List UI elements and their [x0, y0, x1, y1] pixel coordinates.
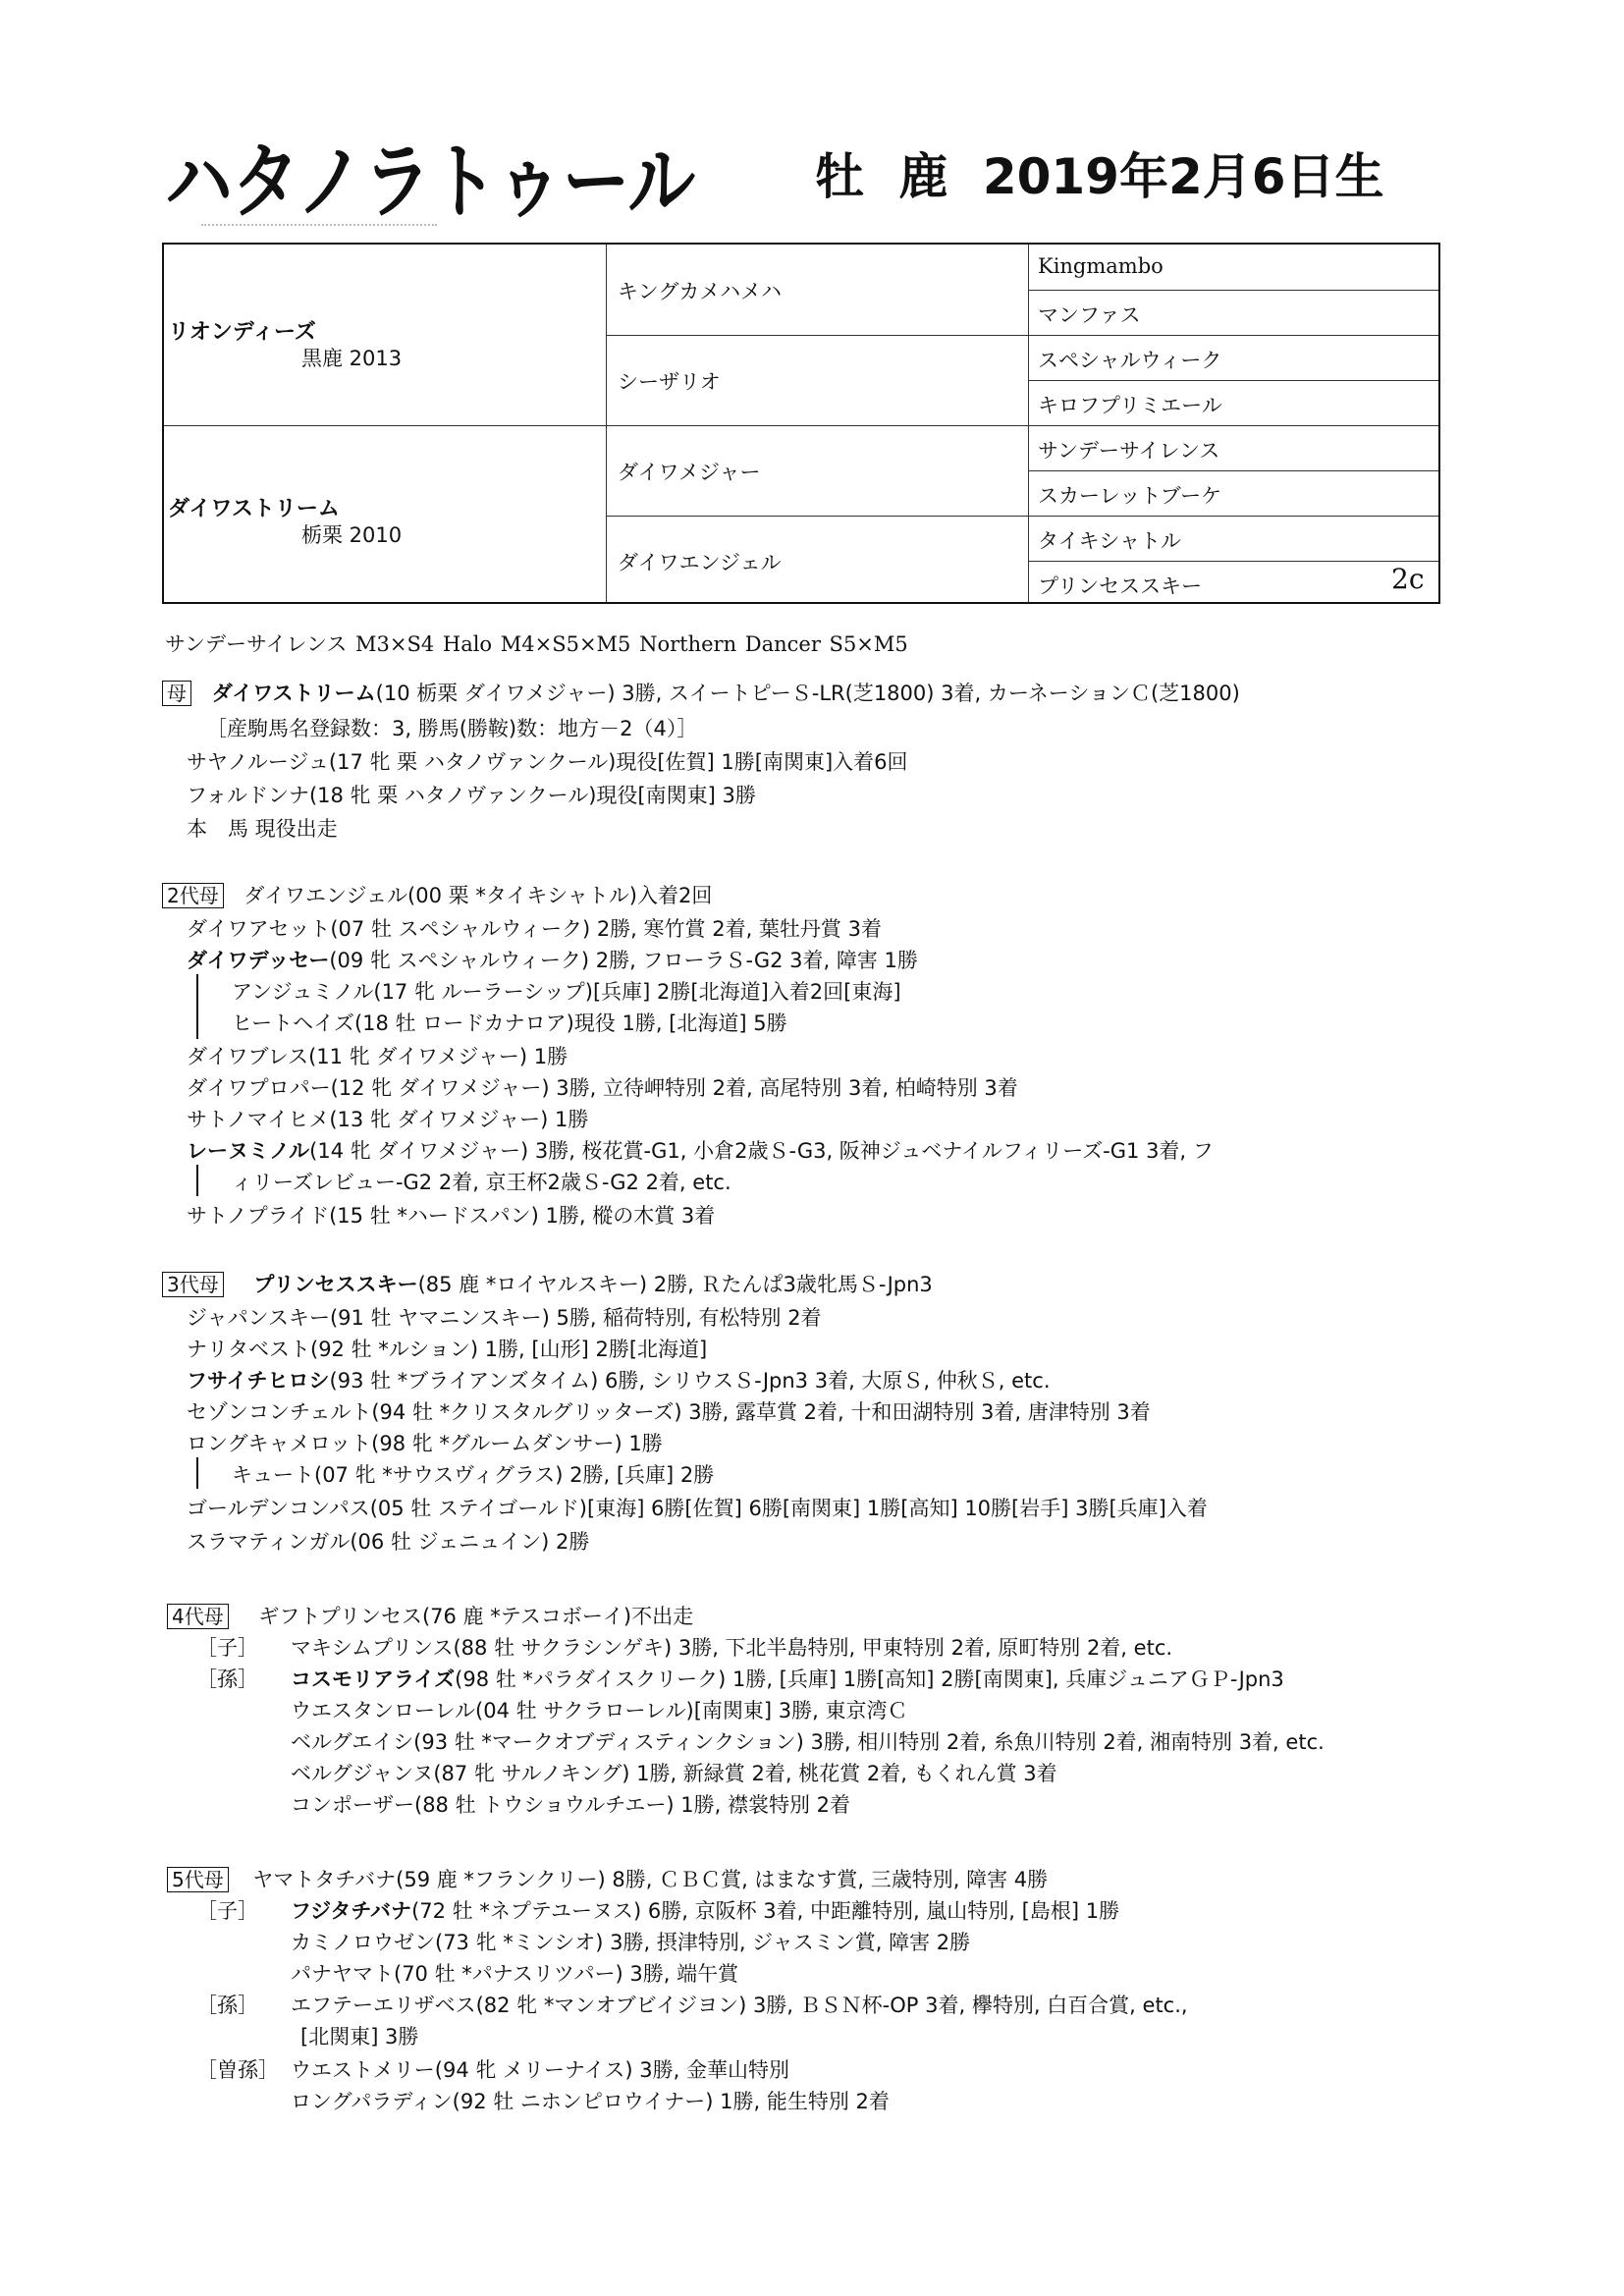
list-item: ダイワアセット(07 牡 スペシャルウィーク) 2勝, 寒竹賞 2着, 葉牡丹賞 3着 — [187, 917, 882, 941]
list-item: 本 馬 現役出走 — [187, 817, 338, 841]
list-item: マキシムプリンス(88 牡 サクラシンゲキ) 3勝, 下北半島特別, 甲東特別 2着, 原町特別 2着, etc. — [291, 1636, 1173, 1660]
list-item: ィリーズレビュー-G2 2着, 京王杯2歳Ｓ-G2 2着, etc. — [232, 1171, 731, 1194]
gen3-section-head: 3代母 プリンセススキー(85 鹿 *ロイヤルスキー) 2勝, Ｒたんぱ3歳牝馬Ｓ-Jpn3 — [162, 1269, 933, 1298]
gen3-ancestor: Kingmambo — [1038, 254, 1164, 278]
dam-name: ダイワストリーム — [168, 497, 340, 521]
list-item: ダイワブレス(11 牝 ダイワメジャー) 1勝 — [187, 1045, 568, 1068]
pedigree-table — [162, 243, 1440, 604]
list-item: ベルグジャンヌ(87 牝 サルノキング) 1勝, 新緑賞 2着, 桃花賞 2着, もくれん賞 3着 — [291, 1762, 1057, 1785]
gen3-ancestor: サンデーサイレンス — [1038, 439, 1220, 463]
list-item: サトノプライド(15 牡 *ハードスパン) 1勝, 樅の木賞 3着 — [187, 1204, 716, 1228]
divider — [196, 974, 198, 1039]
list-item: ロングキャメロット(98 牝 *グルームダンサー) 1勝 — [187, 1432, 663, 1455]
list-item: ヒートヘイズ(18 牡 ロードカナロア)現役 1勝, [北海道] 5勝 — [232, 1011, 787, 1035]
divider — [196, 1165, 198, 1196]
divider — [1028, 470, 1438, 471]
divider — [1028, 290, 1438, 291]
gen3-ancestor: スペシャルウィーク — [1038, 349, 1222, 372]
divider — [606, 335, 1438, 336]
list-item: カミノロウゼン(73 牝 *ミンシオ) 3勝, 摂津特別, ジャスミン賞, 障害 2勝 — [291, 1931, 971, 1954]
gen3-ancestor: マンファス — [1038, 303, 1141, 327]
child-tag: ［子］ — [196, 1899, 258, 1923]
divider — [201, 224, 437, 226]
list-item: スラマティンガル(06 牡 ジェニュイン) 2勝 — [187, 1530, 590, 1554]
list-item: アンジュミノル(17 牝 ルーラーシップ)[兵庫] 2勝[北海道]入着2回[東海] — [232, 980, 901, 1004]
gen2-ancestor: シーザリオ — [618, 370, 721, 394]
section-label: 2代母 — [162, 883, 224, 908]
divider — [606, 516, 1438, 517]
list-item: サヤノルージュ(17 牝 栗 ハタノヴァンクール)現役[佐賀] 1勝[南関東]入着6回 — [187, 750, 908, 774]
gen3-ancestor: タイキシャトル — [1038, 529, 1181, 553]
dam-info: 栃栗 2010 — [301, 523, 403, 547]
section-label: 5代母 — [167, 1867, 229, 1892]
grandchild-tag: ［孫］ — [196, 1994, 258, 2017]
list-item: ロングパラディン(92 牡 ニホンピロウイナー) 1勝, 能生特別 2着 — [291, 2090, 890, 2113]
list-item: コンポーザー(88 牡 トウショウルチエー) 1勝, 襟裳特別 2着 — [291, 1793, 850, 1817]
list-item: エフテーエリザベス(82 牝 *マンオブビイジヨン) 3勝, ＢＳＮ杯-OP 3着, 欅特別, 白百合賞, etc., — [291, 1994, 1188, 2017]
gen3-ancestor: スカーレットブーケ — [1038, 484, 1222, 508]
sex-color-birth: 牡 鹿 2019年2月6日生 — [815, 148, 1384, 205]
gen4-section-head: 4代母 ギフトプリンセス(76 鹿 *テスコボーイ)不出走 — [167, 1601, 693, 1630]
inbreeding-line: サンデーサイレンス M3×S4 Halo M4×S5×M5 Northern Dancer S5×M5 — [165, 632, 908, 656]
list-item: フサイチヒロシ(93 牡 *ブライアンズタイム) 6勝, シリウスＳ-Jpn3 3着, 大原Ｓ, 仲秋Ｓ, etc. — [187, 1369, 1051, 1393]
list-item: キュート(07 牝 *サウスヴィグラス) 2勝, [兵庫] 2勝 — [232, 1463, 715, 1487]
great-grandchild-tag: ［曽孫］ — [196, 2058, 279, 2082]
gen2-ancestor: ダイワメジャー — [618, 461, 761, 484]
list-item: フジタチバナ(72 牡 *ネプテユーヌス) 6勝, 京阪杯 3着, 中距離特別, 嵐山特別, [島根] 1勝 — [291, 1899, 1120, 1923]
list-item: ベルグエイシ(93 牡 *マークオブディスティンクション) 3勝, 相川特別 2着, 糸魚川特別 2着, 湘南特別 3着, etc. — [291, 1730, 1325, 1754]
gen3-ancestor: プリンセススキー — [1038, 574, 1203, 598]
list-item: ウエストメリー(94 牝 メリーナイス) 3勝, 金華山特別 — [291, 2058, 789, 2082]
grandchild-tag: ［孫］ — [196, 1667, 258, 1691]
gen2-ancestor: キングカメハメハ — [618, 280, 782, 303]
section-label: 母 — [162, 681, 191, 706]
section-label: 4代母 — [167, 1604, 229, 1629]
list-item: レーヌミノル(14 牝 ダイワメジャー) 3勝, 桜花賞-G1, 小倉2歳Ｓ-G3, 阪神ジュベナイルフィリーズ-G1 3着, フ — [187, 1139, 1214, 1163]
sire-name: リオンディーズ — [168, 320, 316, 345]
list-item: ジャパンスキー(91 牡 ヤマニンスキー) 5勝, 稲荷特別, 有松特別 2着 — [187, 1306, 822, 1330]
gen2-ancestor: ダイワエンジェル — [618, 551, 782, 574]
list-item: サトノマイヒメ(13 牝 ダイワメジャー) 1勝 — [187, 1108, 589, 1131]
child-tag: ［子］ — [196, 1636, 258, 1660]
divider — [196, 1457, 198, 1489]
list-item: パナヤマト(70 牡 *パナスリツパー) 3勝, 端午賞 — [291, 1962, 739, 1986]
divider — [1028, 380, 1438, 381]
list-item: ナリタベスト(92 牡 *ルション) 1勝, [山形] 2勝[北海道] — [187, 1338, 708, 1361]
divider — [606, 245, 607, 602]
divider — [164, 425, 1438, 426]
sire-info: 黒鹿 2013 — [301, 347, 403, 370]
section-label: 3代母 — [162, 1272, 224, 1297]
list-item: [北関東] 3勝 — [300, 2025, 419, 2049]
list-item: ダイワプロパー(12 牝 ダイワメジャー) 3勝, 立待岬特別 2着, 高尾特別 3着, 柏崎特別 3着 — [187, 1076, 1018, 1100]
list-item: フォルドンナ(18 牝 栗 ハタノヴァンクール)現役[南関東] 3勝 — [187, 784, 756, 807]
list-item: ダイワデッセー(09 牝 スペシャルウィーク) 2勝, フローラＳ-G2 3着, 障害 1勝 — [187, 949, 918, 972]
list-item: コスモリアライズ(98 牡 *パラダイスクリーク) 1勝, [兵庫] 1勝[高知] 2勝[南関東], 兵庫ジュニアＧＰ-Jpn3 — [291, 1667, 1284, 1691]
gen3-ancestor: キロフプリミエール — [1038, 394, 1222, 417]
divider — [1028, 245, 1029, 602]
family-number: 2c — [1391, 563, 1425, 595]
list-item: ゴールデンコンパス(05 牡 ステイゴールド)[東海] 6勝[佐賀] 6勝[南関東] 1勝[高知] 10勝[岩手] 3勝[兵庫]入着 — [187, 1497, 1208, 1520]
list-item: セゾンコンチェルト(94 牡 *クリスタルグリッターズ) 3勝, 露草賞 2着, 十和田湖特別 3着, 唐津特別 3着 — [187, 1400, 1151, 1424]
list-item: ［産駒馬名登録数：3, 勝馬(勝鞍)数：地方－2（4）］ — [206, 717, 698, 740]
gen2-section-head: 2代母 ダイワエンジェル(00 栗 *タイキシャトル)入着2回 — [162, 880, 712, 909]
gen5-section-head: 5代母 ヤマトタチバナ(59 鹿 *フランクリー) 8勝, ＣＢＣ賞, はまなす賞, 三歳特別, 障害 4勝 — [167, 1864, 1048, 1893]
list-item: ウエスタンローレル(04 牡 サクラローレル)[南関東] 3勝, 東京湾Ｃ — [291, 1699, 908, 1722]
dam-section-head: 母 ダイワストリーム(10 栃栗 ダイワメジャー) 3勝, スイートピーＳ-LR(芝1800) 3着, カーネーションＣ(芝1800) — [162, 678, 1240, 707]
horse-name: ハタノラトゥール — [165, 134, 695, 230]
divider — [1028, 561, 1438, 562]
